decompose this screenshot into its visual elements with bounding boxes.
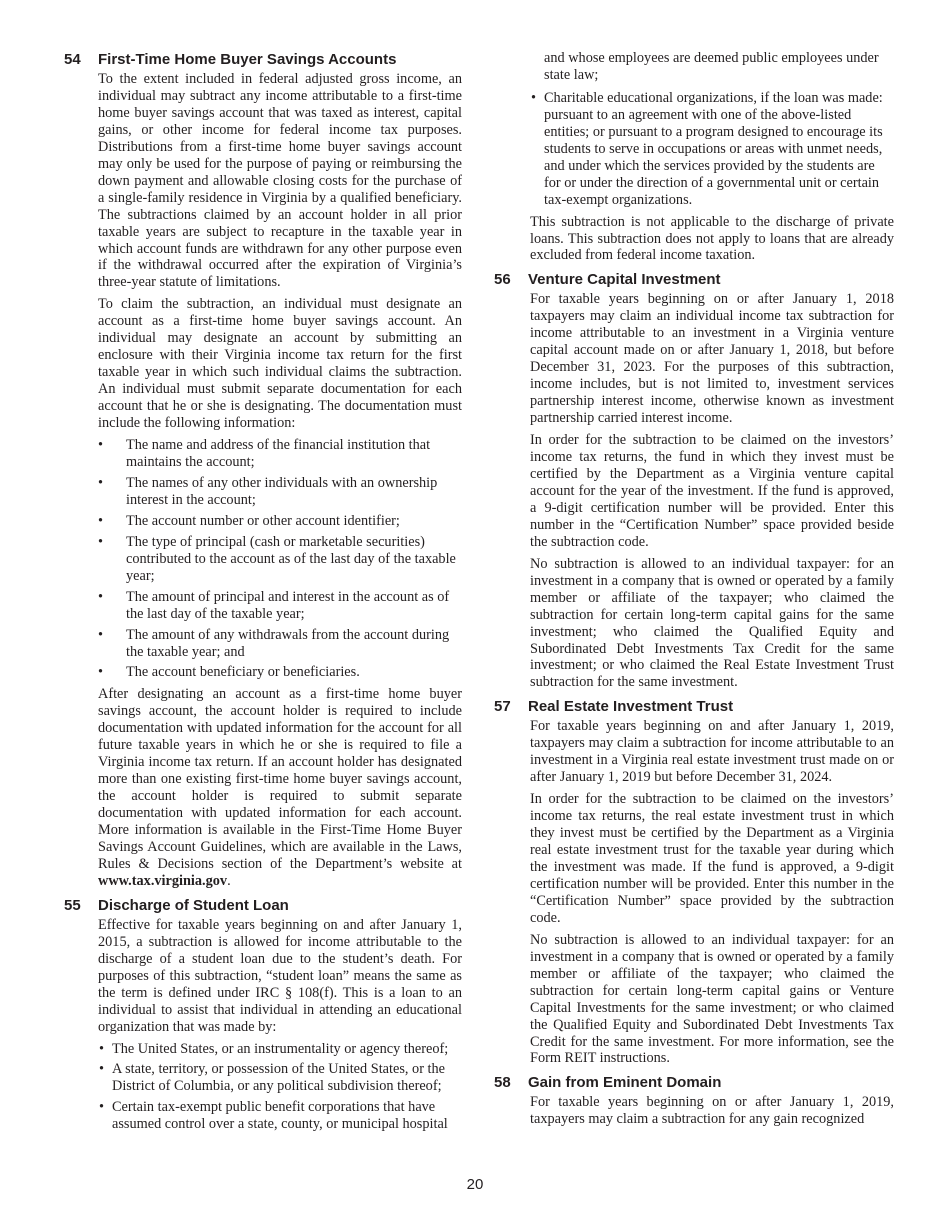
right-column <box>494 50 894 1134</box>
list-item: • The account number or other account identifier; <box>98 513 462 530</box>
section-number: 54 <box>64 51 81 68</box>
paragraph: This subtraction is not applicable to the discharge of private loans. This subtraction does not apply to loans that are already excluded from federal income taxation. <box>530 213 894 264</box>
paragraph: To claim the subtraction, an individual must designate an account as a first-time home buyer savings account. An individual may designate an account by submitting an enclosure with their Virginia income tax return for the first taxable year in which such individual claims the subtraction. An individual must submit separate documentation for each account that he or she is designating. The documentation must include the following information: <box>98 296 462 432</box>
list-item-continued: and whose employees are deemed public employees under state law; <box>544 50 879 83</box>
page-number: 20 <box>466 1176 484 1193</box>
paragraph: To the extent included in federal adjusted gross income, an individual may subtract any income attributable to a first-time home buyer savings account that was taxed as interest, capital gains, or other income for federal income tax purposes. Distributions from a first-time home buyer savings account may only be used for the purpose of paying or reimbursing the down payment and allowable closing costs for the purchase of a single-family residence in Virginia by a qualified beneficiary. The subtractions claimed by an account holder in all prior taxable years are subject to recapture in the taxable year in which account funds are withdrawn for any other purpose even if the withdrawal occurred after the expiration of Virginia’s three-year statute of limitations. <box>98 71 462 291</box>
list-item: • The United States, or an instrumentality or agency thereof; <box>98 1041 462 1058</box>
section-body <box>98 71 462 890</box>
paragraph: Effective for taxable years beginning on and after January 1, 2015, a subtraction is allowed for income attributable to the discharge of a student loan due to the student’s death. For purposes of this subtraction, “student loan” means the same as the term is defined under IRC § 108(f). This is a loan to an individual to assist that individual in attending an educational organization that was made by: <box>98 916 462 1035</box>
section-title: Venture Capital Investment <box>528 271 721 289</box>
section-heading <box>64 896 462 915</box>
lender-list <box>98 1041 462 1134</box>
list-item: • The amount of any withdrawals from the account during the taxable year; and <box>98 627 462 661</box>
section-body <box>530 291 894 691</box>
list-item: • The amount of principal and interest in the account as of the last day of the taxable year; <box>98 589 462 623</box>
section-title: First-Time Home Buyer Savings Accounts <box>98 51 397 68</box>
section-number: 56 <box>494 271 511 289</box>
section-body <box>530 1094 894 1128</box>
list-item: • A state, territory, or possession of the United States, or the District of Columbia, or any political subdivision thereof; <box>98 1061 462 1095</box>
documentation-list <box>98 437 462 681</box>
section-55-continued <box>530 50 894 264</box>
paragraph: No subtraction is allowed to an individual taxpayer: for an investment in a company that is owned or operated by a family member or affiliate of the taxpayer; who claimed the subtraction for certain long-term capital gains or Venture Capital Investments for the same investment; or who claimed the Qualified Equity and Subordinated Debt Investments Tax Credit for the same investment. For more information, see the Form REIT instructions. <box>530 931 894 1067</box>
list-item: • Certain tax-exempt public benefit corporations that have assumed control over a state, county, or municipal hospital <box>98 1099 462 1133</box>
paragraph-end: . <box>227 872 231 889</box>
section-title: Gain from Eminent Domain <box>528 1074 722 1092</box>
lender-list-continued <box>530 90 894 209</box>
paragraph: In order for the subtraction to be claimed on the investors’ income tax returns, the real estate investment trust in which they invest must be certified by the Department as a Virginia real estate investment trust for the taxable year during which the investment was made. If the fund is approved, a 9-digit certification number will be provided. Enter this number in the “Certification Number” space provided by the subtraction code. <box>530 791 894 926</box>
section-body <box>98 917 462 1133</box>
section-55 <box>64 896 462 1133</box>
section-number: 55 <box>64 896 81 914</box>
section-56 <box>494 270 894 691</box>
section-number: 57 <box>494 698 511 716</box>
section-heading <box>64 50 462 69</box>
paragraph: For taxable years beginning on or after January 1, 2019, taxpayers may claim a subtraction for any gain recognized <box>530 1094 894 1128</box>
section-57 <box>494 697 894 1067</box>
paragraph: No subtraction is allowed to an individual taxpayer: for an investment in a company that is owned or operated by a family member or affiliate of the taxpayer; who claimed the subtraction for certain long-term capital gains for the same investment; who claimed the Qualified Equity and Subordinated Debt Investments Tax Credit for the same investment; or who claimed the Real Estate Investment Trust subtraction for the same investment. <box>530 555 894 691</box>
section-54 <box>64 50 462 890</box>
section-title: Real Estate Investment Trust <box>528 698 734 716</box>
section-title: Discharge of Student Loan <box>98 896 289 914</box>
paragraph <box>98 686 462 889</box>
paragraph: For taxable years beginning on and after January 1, 2019, taxpayers may claim a subtraction for income attributable to an investment in a Virginia real estate investment trust made on or after January 1, 2019 but before December 31, 2024. <box>530 718 894 786</box>
section-body <box>530 718 894 1067</box>
website-link[interactable]: www.tax.virginia.gov <box>98 872 228 889</box>
section-number: 58 <box>494 1074 511 1092</box>
list-item: • The type of principal (cash or marketable securities) contributed to the account as of the last day of the taxable year; <box>98 534 462 585</box>
paragraph: For taxable years beginning on or after January 1, 2018 taxpayers may claim an individual income tax subtraction for income attributable to an investment in a Virginia venture capital account made on or after January 1, 2018, but before December 31, 2023. For the purposes of this subtraction, income includes, but is not limited to, investment services partnership interest income, otherwise known as investment partnership carried interest income. <box>530 291 894 427</box>
section-heading <box>494 697 894 716</box>
paragraph: In order for the subtraction to be claimed on the investors’ income tax returns, the fund in which they invest must be certified by the Department as a Virginia venture capital account for the year of the investment. If the fund is approved, a 9-digit certification number will be provided. Enter this number in the “Certification Number” space provided beside the subtraction code. <box>530 432 894 550</box>
list-item: • The names of any other individuals with an ownership interest in the account; <box>98 475 462 509</box>
list-item: • Charitable educational organizations, if the loan was made: pursuant to an agreement with one of the above-listed entities; or pursuant to a program designed to encourage its students to serve in occupations or areas with unmet needs, and under which the services provided by the students are for or under the direction of a governmental unit or certain tax-exempt organizations. <box>530 90 894 209</box>
left-column <box>64 50 462 1139</box>
list-item: • The account beneficiary or beneficiaries. <box>98 664 462 681</box>
section-58 <box>494 1073 894 1128</box>
section-heading <box>494 270 894 289</box>
section-heading <box>494 1073 894 1092</box>
paragraph-text: After designating an account as a first-time home buyer savings account, the account holder is required to include documentation with updated information for the account for all future taxable years in which he or she is required to file a Virginia income tax return. If an account holder has designated more than one existing first-time home buyer savings account, the account holder is required to submit separate documentation with updated information for each account. More information is available in the First-Time Home Buyer Savings Account Guidelines, which are available in the Laws, Rules & Decisions section of the Department’s website at <box>98 686 462 872</box>
list-item: • The name and address of the financial institution that maintains the account; <box>98 437 462 471</box>
